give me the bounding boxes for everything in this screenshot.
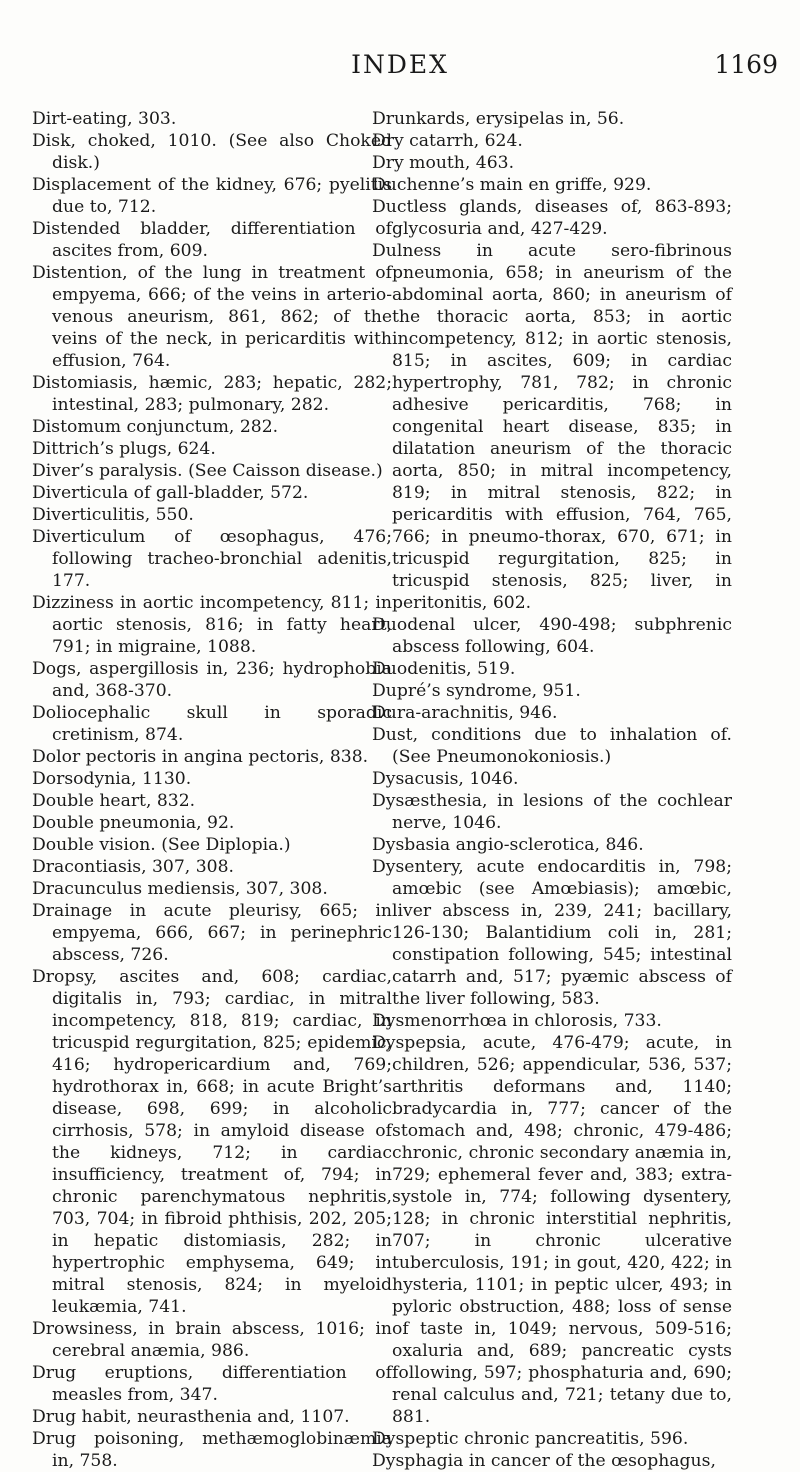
index-entry: Dysacusis, 1046. (372, 769, 519, 789)
index-entry: Displacement of the kidney, 676; pyelitis due to, 712. (32, 175, 392, 217)
index-entry: Disk, choked, 1010. (See also Choked disk.) (32, 131, 392, 173)
index-entry: Duodenitis, 519. (372, 659, 516, 679)
index-entry: Distended bladder, differentiation of ascites from, 609. (32, 219, 392, 261)
page-header (0, 50, 800, 86)
index-entry: Double vision. (See Diplopia.) (32, 835, 291, 855)
index-entry: Dittrich’s plugs, 624. (32, 439, 216, 459)
index-entry: Dysæsthesia, in lesions of the cochlear nerve, 1046. (372, 791, 732, 833)
index-entry: Distomum conjunctum, 282. (32, 417, 279, 437)
index-entry: Dropsy, ascites and, 608; cardiac, digitalis in, 793; cardiac, in mitral incompetency, 818, 819; cardiac, in tricuspid regurgitation, 825; epidemic, 416; hydropericardium and, 769; hydrothorax in, 668; in acute Bright’s disease, 698, 699; in alcoholic cirrhosis, 578; in amyloid disease of the kidneys, 712; in cardiac insufficiency, treatment of, 794; in chronic parenchymatous nephritis, 703, 704; in fibroid phthisis, 202, 205; in hepatic distomiasis, 282; in hypertrophic emphysema, 649; in mitral stenosis, 824; in myeloid leukæmia, 741. (32, 967, 392, 1317)
index-entry: Duchenne’s main en griffe, 929. (372, 175, 652, 195)
index-entry: Drug habit, neurasthenia and, 1107. (32, 1407, 350, 1427)
index-entry: Duodenal ulcer, 490-498; subphrenic abscess following, 604. (372, 615, 732, 657)
index-entry: Dry catarrh, 624. (372, 131, 523, 151)
index-entry: Dogs, aspergillosis in, 236; hydrophobia and, 368-370. (32, 659, 392, 701)
index-entry: Ductless glands, diseases of, 863-893; glycosuria and, 427-429. (372, 197, 732, 239)
index-entry: Double heart, 832. (32, 791, 196, 811)
index-entry: Dorsodynia, 1130. (32, 769, 192, 789)
index-entry: Dysmenorrhœa in chlorosis, 733. (372, 1011, 662, 1031)
index-entry: Drunkards, erysipelas in, 56. (372, 109, 625, 129)
index-entry: Drug eruptions, differentiation of measles from, 347. (32, 1363, 392, 1405)
index-entry: Dolor pectoris in angina pectoris, 838. (32, 747, 369, 767)
index-entry: Dry mouth, 463. (372, 153, 515, 173)
index-entry: Diverticulum of œsophagus, 476; following tracheo-bronchial adenitis, 177. (32, 527, 392, 591)
index-entry: Drug poisoning, methæmoglobinæmia in, 758. (32, 1429, 392, 1471)
index-entry: Dyspeptic chronic pancreatitis, 596. (372, 1429, 689, 1449)
index-entry: Double pneumonia, 92. (32, 813, 235, 833)
index-entry: Doliocephalic skull in sporadic cretinism, 874. (32, 703, 392, 745)
index-entry: Dracunculus mediensis, 307, 308. (32, 879, 328, 899)
index-entry: Distomiasis, hæmic, 283; hepatic, 282; intestinal, 283; pulmonary, 282. (32, 373, 392, 415)
index-entry: Drowsiness, in brain abscess, 1016; in cerebral anæmia, 986. (32, 1319, 392, 1361)
index-entry: Diverticula of gall-bladder, 572. (32, 483, 309, 503)
index-entry: Distention, of the lung in treatment of empyema, 666; of the veins in arterio-venous aneurism, 861, 862; of the veins of the neck, in pericarditis with effusion, 764. (32, 263, 392, 371)
index-entry: Dizziness in aortic incompetency, 811; in aortic stenosis, 816; in fatty heart, 791; in migraine, 1088. (32, 593, 392, 657)
page-title: INDEX (351, 50, 449, 79)
index-entry: Drainage in acute pleurisy, 665; in empyema, 666, 667; in perinephric abscess, 726. (32, 901, 392, 965)
index-entry: Dracontiasis, 307, 308. (32, 857, 235, 877)
index-entry: Diverticulitis, 550. (32, 505, 194, 525)
index-entry: Dysphagia in cancer of the œsophagus, (372, 1451, 716, 1471)
index-entry: Dirt-eating, 303. (32, 109, 177, 129)
index-column-left (32, 108, 392, 1472)
index-entry: Dust, conditions due to inhalation of. (See Pneumonokoniosis.) (372, 725, 732, 767)
page-number: 1169 (714, 50, 778, 79)
index-column-right (372, 108, 732, 1472)
index-entry: Dulness in acute sero-fibrinous pneumonia, 658; in aneurism of the abdominal aorta, 860; in aneurism of the thoracic aorta, 853; in aortic incompetency, 812; in aortic stenosis, 815; in ascites, 609; in cardiac hypertrophy, 781, 782; in chronic adhesive pericarditis, 768; in congenital heart disease, 835; in dilatation aneurism of the thoracic aorta, 850; in mitral incompetency, 819; in mitral stenosis, 822; in pericarditis with effusion, 764, 765, 766; in pneumo-thorax, 670, 671; in tricuspid regurgitation, 825; in tricuspid stenosis, 825; liver, in peritonitis, 602. (372, 241, 732, 613)
index-entry: Dyspepsia, acute, 476-479; acute, in children, 526; appendicular, 536, 537; arthritis deformans and, 1140; bradycardia in, 777; cancer of the stomach and, 498; chronic, 479-486; chronic, chronic secondary anæmia in, 729; ephemeral fever and, 383; extra-systole in, 774; following dysentery, 128; in chronic interstitial nephritis, 707; in chronic ulcerative tuberculosis, 191; in gout, 420, 422; in hysteria, 1101; in peptic ulcer, 493; in pyloric obstruction, 488; loss of sense of taste in, 1049; nervous, 509-516; oxaluria and, 689; pancreatic cysts following, 597; phosphaturia and, 690; renal calculus and, 721; tetany due to, 881. (372, 1033, 732, 1427)
index-entry: Dysentery, acute endocarditis in, 798; amœbic (see Amœbiasis); amœbic, liver abscess in, 239, 241; bacillary, 126-130; Balantidium coli in, 281; constipation following, 545; intestinal catarrh and, 517; pyæmic abscess of the liver following, 583. (372, 857, 732, 1009)
index-entry: Dura-arachnitis, 946. (372, 703, 558, 723)
index-entry: Dupré’s syndrome, 951. (372, 681, 581, 701)
index-entry: Dysbasia angio-sclerotica, 846. (372, 835, 644, 855)
index-entry: Diver’s paralysis. (See Caisson disease.) (32, 461, 383, 481)
